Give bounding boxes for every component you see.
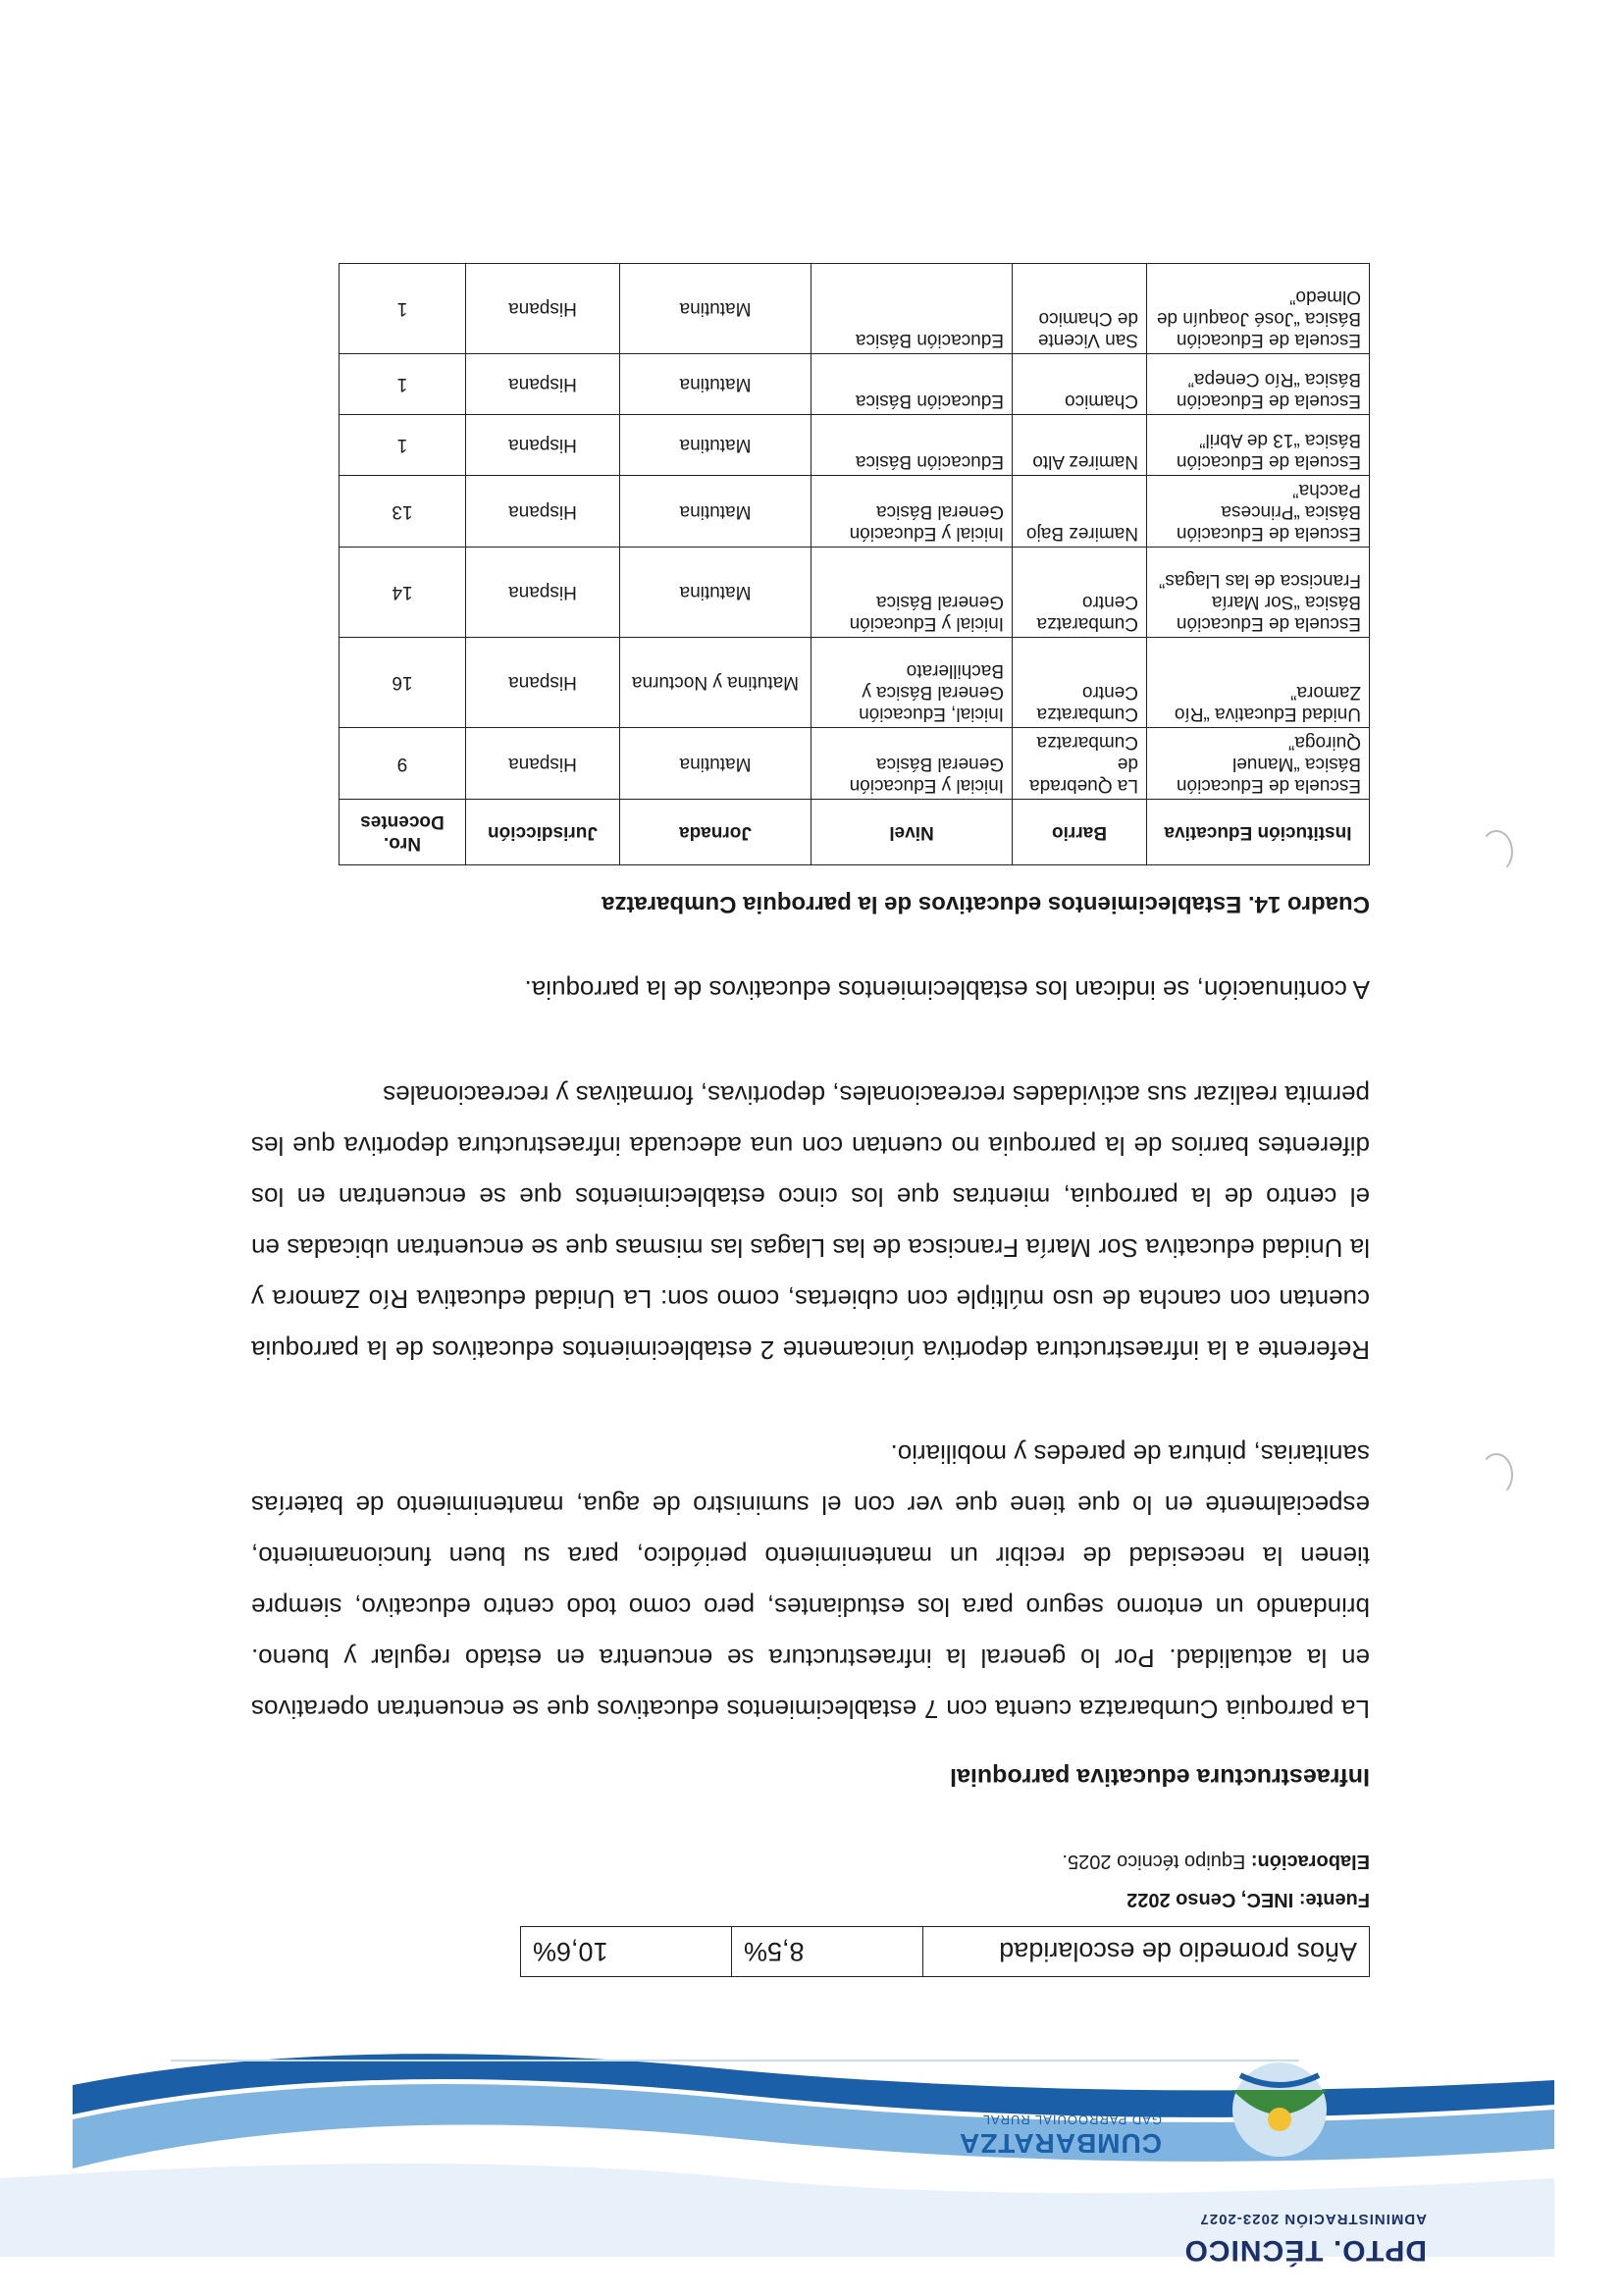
- cell-schedule: Matutina: [620, 476, 812, 548]
- table-row: [340, 638, 1370, 728]
- cell-teachers: 1: [340, 264, 466, 354]
- table-row: [340, 354, 1370, 415]
- cell-institution: Escuela de Educación Básica “José Joaquín de Olmedo”: [1147, 264, 1370, 354]
- table-caption: Cuadro 14. Establecimientos educativos de la parroquia Cumbaratza: [602, 891, 1370, 917]
- brand-title: CUMBARATZA: [959, 2128, 1162, 2159]
- elaboration-label: Elaboración:: [1250, 1851, 1370, 1872]
- cell-level: Educación Básica: [812, 264, 1013, 354]
- brand-text: [959, 2113, 1162, 2159]
- cell-neighborhood: Namirez Alto: [1013, 415, 1147, 476]
- punch-hole-mark: [1480, 830, 1513, 873]
- table-header-row: [340, 800, 1370, 865]
- cell-neighborhood: Cumbaratza Centro: [1013, 548, 1147, 638]
- cell-schedule: Matutina y Nocturna: [620, 638, 812, 728]
- section-title: Infraestructura educativa parroquial: [950, 1763, 1370, 1791]
- source-label: Fuente:: [1298, 1889, 1370, 1910]
- source-text: INEC, Censo 2022: [1126, 1889, 1294, 1910]
- col-header-level: Nivel: [812, 800, 1013, 865]
- page-header: [0, 2011, 1623, 2296]
- punch-hole-mark: [1480, 1453, 1513, 1496]
- cell-institution: Escuela de Educación Básica “13 de Abril”: [1147, 415, 1370, 476]
- cell-jurisdiction: Hispana: [466, 638, 620, 728]
- landscape-logo-icon: [1191, 2051, 1387, 2168]
- cell-teachers: 14: [340, 548, 466, 638]
- table-row: [340, 415, 1370, 476]
- cell-neighborhood: San Vicente de Chamico: [1013, 264, 1147, 354]
- administration-period: ADMINISTRACIÓN 2023-2027: [1199, 2211, 1427, 2227]
- cell-neighborhood: La Quebrada de Cumbaratza: [1013, 728, 1147, 800]
- cell-teachers: 9: [340, 728, 466, 800]
- cell-institution: Escuela de Educación Básica “Río Cenepa”: [1147, 354, 1370, 415]
- cell-institution: Escuela de Educación Básica “Princesa Paccha”: [1147, 476, 1370, 548]
- table-row: [340, 264, 1370, 354]
- cell-schedule: Matutina: [620, 548, 812, 638]
- cell-level: Inicial y Educación General Básica: [812, 728, 1013, 800]
- schooling-value-b: 10,6%: [521, 1927, 732, 1977]
- paragraph-sports: Referente a la infraestructura deportiva únicamente 2 establecimientos educativos de la parroquia cuentan con cancha de uso múltiple con cubiertas, como son: La Unidad educativa Río Zamora y la Unidad educativa Sor María Francisca de las Llagas las mismas que se encuentran ubicadas en el centro de la parroquia, mientras que los cinco establecimientos que se encuentran en los diferentes barrios de la parroquia no cuentan con una adecuada infraestructura deportiva que les permita realizar sus actividades recreacionales, deportivas, formativas y recreacionales: [251, 1080, 1370, 1365]
- cell-teachers: 16: [340, 638, 466, 728]
- cell-schedule: Matutina: [620, 415, 812, 476]
- table-row: [340, 728, 1370, 800]
- elaboration-note: [1062, 1850, 1370, 1872]
- institutions-table: [339, 263, 1370, 865]
- cell-institution: Unidad Educativa “Río Zamora”: [1147, 638, 1370, 728]
- cell-jurisdiction: Hispana: [466, 476, 620, 548]
- cell-teachers: 13: [340, 476, 466, 548]
- schooling-value-a: 8,5%: [732, 1927, 923, 1977]
- cell-institution: Escuela de Educación Básica “Sor María Francisca de las Llagas”: [1147, 548, 1370, 638]
- table-row: [340, 476, 1370, 548]
- cell-schedule: Matutina: [620, 264, 812, 354]
- elaboration-text: Equipo técnico 2025.: [1062, 1851, 1246, 1872]
- cell-level: Inicial y Educación General Básica: [812, 476, 1013, 548]
- brand-subtitle: GAD PARROQUIAL RURAL: [981, 2113, 1162, 2127]
- cell-jurisdiction: Hispana: [466, 415, 620, 476]
- cell-level: Inicial y Educación General Básica: [812, 548, 1013, 638]
- col-header-institution: Institución Educativa: [1147, 800, 1370, 865]
- cell-neighborhood: Chamico: [1013, 354, 1147, 415]
- cell-schedule: Matutina: [620, 354, 812, 415]
- paragraph-intro-table: A continuación, se indican los establecimientos educativos de la parroquia.: [524, 975, 1370, 1005]
- schooling-table: [520, 1926, 1370, 1977]
- department-title: DPTO. TÉCNICO: [1183, 2234, 1427, 2267]
- cell-level: Educación Básica: [812, 354, 1013, 415]
- paragraph-infrastructure: La parroquia Cumbaratza cuenta con 7 establecimientos educativos que se encuentran operativos en la actualidad. Por lo general la infraestructura se encuentra en estado regular y bueno. brindando un entorno seguro para los estudiantes, pero como todo centro educativo, siempre tienen la necesidad de recibir un mantenimiento periódico, para su buen funcionamiento, especialmente en lo que tiene que ver con el suministro de agua, mantenimiento de baterías sanitarias, pintura de paredes y mobiliario.: [251, 1439, 1370, 1724]
- table-row: [521, 1927, 1370, 1977]
- cell-institution: Escuela de Educación Básica “Manuel Quiroga”: [1147, 728, 1370, 800]
- cell-level: Educación Básica: [812, 415, 1013, 476]
- cell-jurisdiction: Hispana: [466, 264, 620, 354]
- cell-neighborhood: Namirez Bajo: [1013, 476, 1147, 548]
- cell-jurisdiction: Hispana: [466, 728, 620, 800]
- cell-jurisdiction: Hispana: [466, 548, 620, 638]
- col-header-jurisdiction: Jurisdicción: [466, 800, 620, 865]
- cell-level: Inicial, Educación General Básica y Bachillerato: [812, 638, 1013, 728]
- table-row: [340, 548, 1370, 638]
- col-header-teachers: Nro. Docentes: [340, 800, 466, 865]
- cell-neighborhood: Cumbaratza Centro: [1013, 638, 1147, 728]
- schooling-label: Años promedio de escolaridad: [923, 1927, 1370, 1977]
- cell-schedule: Matutina: [620, 728, 812, 800]
- source-note: [1126, 1888, 1370, 1910]
- col-header-neighborhood: Barrio: [1013, 800, 1147, 865]
- cell-teachers: 1: [340, 415, 466, 476]
- cell-jurisdiction: Hispana: [466, 354, 620, 415]
- cell-teachers: 1: [340, 354, 466, 415]
- col-header-schedule: Jornada: [620, 800, 812, 865]
